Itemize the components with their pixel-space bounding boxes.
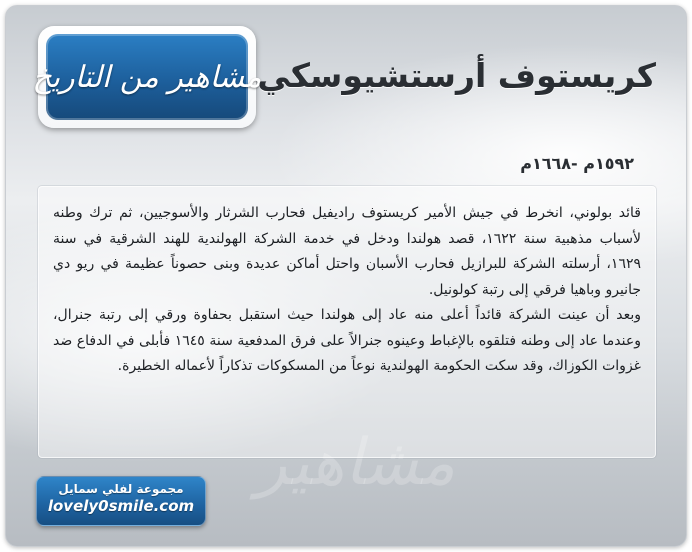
section-logo [32,26,262,128]
section-logo-text: مشاهير من التاريخ [32,59,262,95]
biography-text [53,201,641,380]
background-watermark: مشاهير [256,426,456,500]
page-title: كريستوف أرستشيوسكي [257,56,656,95]
biography-paragraph-1: قائد بولوني، انخرط في جيش الأمير كريستوف راديفيل فحارب الشرثار والأسوجيين، ثم ترك وطنه لأسباب مذهبية سنة ١٦٢٢، قصد هولندا ودخل في خدمة الشركة الهولندية للهند الشرقية في سنة ١٦٢٩، أرسلته الشركة للبرازيل فحارب الأسبان واحتل أماكن عديدة وبنى حصوناً عظيمة في ريو دي جانيرو وباهيا فرقي إلى رتبة كولونيل. [53,205,641,298]
card-frame [5,5,687,547]
site-badge[interactable] [36,476,206,526]
site-url-link[interactable]: lovely0smile.com [47,497,195,515]
site-name: مجموعة لفلي سمايل [58,482,184,496]
section-logo-badge [32,34,262,120]
biography-paragraph-2: وبعد أن عينت الشركة قائداً أعلى منه عاد إلى هولندا حيث استقبل بحفاوة ورقي إلى رتبة جنرال، وعندما عاد إلى وطنه فتلقوه بالإغباط وعينوه جنرالاً على فرق المدفعية سنة ١٦٤٥ فأبلى في الدفاع ضد غزوات الكوزاك، وقد سكت الحكومة الهولندية نوعاً من المسكوكات تذكاراً لأعماله الخطيرة. [53,307,641,374]
biography-panel [38,186,656,458]
lifespan-dates: ١٥٩٢م -١٦٦٨م [520,154,634,173]
